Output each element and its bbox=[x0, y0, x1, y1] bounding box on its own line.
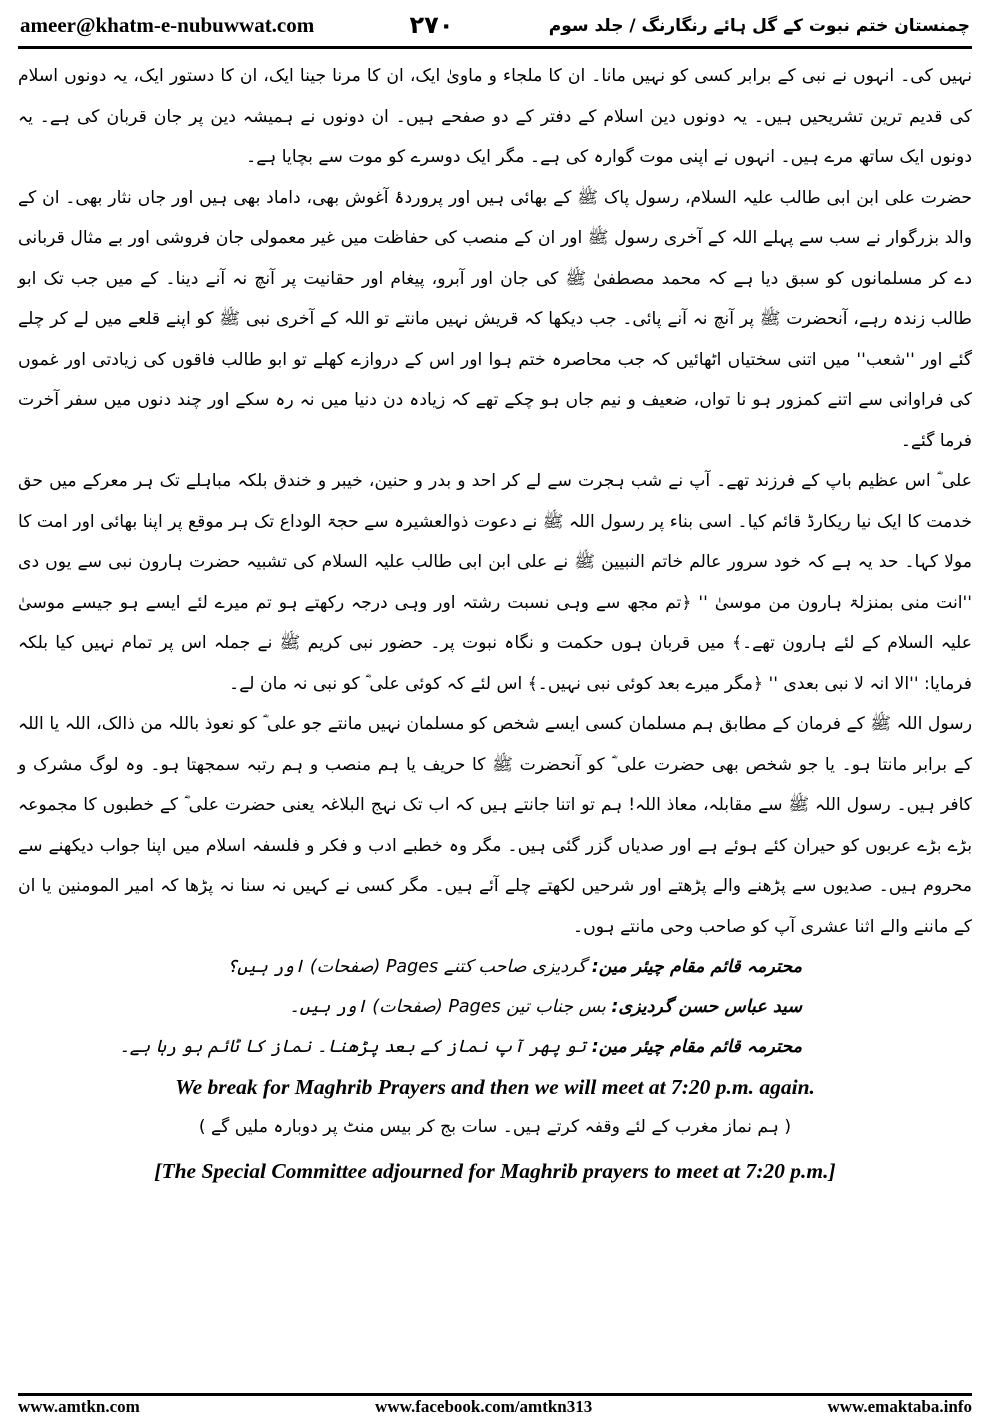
dialogue-text: گردیزی صاحب کتنے Pages (صفحات) اور ہیں؟ bbox=[226, 957, 587, 977]
english-break-note: We break for Maghrib Prayers and then we will meet at 7:20 p.m. again. bbox=[175, 1075, 815, 1099]
dialogue bbox=[18, 947, 972, 1067]
committee-adjourned-note: [The Special Committee adjourned for Maghrib prayers to meet at 7:20 p.m.] bbox=[154, 1159, 836, 1183]
dialogue-line bbox=[18, 1027, 802, 1067]
page-body bbox=[18, 56, 972, 1191]
dialogue-line bbox=[18, 987, 802, 1027]
page-header bbox=[20, 8, 970, 42]
dialogue-speaker: سید عباس حسن گردیزی: bbox=[611, 997, 802, 1017]
urdu-break-note: ( ہم نماز مغرب کے لئے وقفہ کرتے ہیں۔ سات بج کر بیس منٹ پر دوبارہ ملیں گے ) bbox=[198, 1117, 792, 1137]
paragraph-3: علی ؓ اس عظیم باپ کے فرزند تھے۔ آپ نے شب ہجرت سے لے کر احد و بدر و حنین، خیبر و خندق بلکہ مباہلے تک ہر معرکے میں حق خدمت کا ایک نیا ریکارڈ قائم کیا۔ اسی بناء پر رسول اللہ ﷺ نے دعوت ذوالعشیرہ سے حجۃ الوداع تک ہر موقع پر اپنا بھائی اور امت کا مولا کہا۔ حد یہ ہے کہ خود سرور عالم خاتم النبیین ﷺ نے علی ابن ابی طالب علیہ السلام کی تشبیہ حضرت ہارون نبی سے یوں دی ''انت منی بمنزلۃ ہارون من موسیٰ '' ﴿تم مجھ سے وہی نسبت رشتہ اور وہی درجہ رکھتے ہو تم میرے لئے ایسے ہو جیسے موسیٰ علیہ السلام کے لئے ہارون تھے۔﴾ میں قربان ہوں حکمت و نگاہ نبوت پر۔ حضور نبی کریم ﷺ نے جملہ اس پر تمام نہیں کیا بلکہ فرمایا: ''الا انہ لا نبی بعدی '' ﴿مگر میرے بعد کوئی نبی نہیں۔﴾ اس لئے کہ کوئی علی ؓ کو نبی نہ مان لے۔ bbox=[18, 471, 972, 694]
footer-link-left[interactable]: www.amtkn.com bbox=[18, 1397, 140, 1416]
header-rule bbox=[18, 46, 972, 49]
dialogue-speaker: محترمہ قائم مقام چیئر مین: bbox=[591, 957, 802, 977]
footer-link-right[interactable]: www.emaktaba.info bbox=[827, 1397, 972, 1416]
dialogue-line bbox=[18, 947, 802, 987]
dialogue-text: تو پھر آپ نماز کے بعد پڑھنا۔ نماز کا ٹائم ہو رہا ہے۔ bbox=[119, 1037, 587, 1057]
dialogue-speaker: محترمہ قائم مقام چیئر مین: bbox=[591, 1037, 802, 1057]
header-email: ameer@khatm-e-nubuwwat.com bbox=[20, 12, 315, 37]
page-footer bbox=[18, 1396, 972, 1418]
paragraph-4: رسول اللہ ﷺ کے فرمان کے مطابق ہم مسلمان کسی ایسے شخص کو مسلمان نہیں مانتے جو علی ؓ کو نعوذ باللہ من ذالک، اللہ یا اللہ کے برابر مانتا ہو۔ یا جو شخص بھی حضرت علی ؓ کو آنحضرت ﷺ کا حریف یا ہم منصب و ہم رتبہ سمجھتا ہو۔ وہ لوگ مشرک و کافر ہیں۔ رسول اللہ ﷺ سے مقابلہ، معاذ اللہ! ہم تو اتنا جانتے ہیں کہ اب تک نہج البلاغہ یعنی حضرت علی ؓ کے خطبوں کا مجموعہ بڑے بڑے عربوں کو حیران کئے ہوئے ہے اور صدیاں گزر گئی ہیں۔ مگر وہ خطبے ادب و فکر و فلسفہ اسلام میں اپنا جواب دیکھنے سے محروم ہیں۔ صدیوں سے پڑھنے والے پڑھتے اور شرحیں لکھتے چلے آئے ہیں۔ مگر کسی نے کہیں نہ سنا نہ پڑھا کہ امیر المومنین یا ان کے ماننے والے اثنا عشری آپ کو صاحب وحی مانتے ہوں۔ bbox=[18, 714, 972, 937]
book-title: چمنستان ختم نبوت کے گل ہائے رنگارنگ / جلد سوم bbox=[548, 15, 970, 36]
footer-link-center[interactable]: www.facebook.com/amtkn313 bbox=[375, 1397, 593, 1416]
paragraph-2: حضرت علی ابن ابی طالب علیہ السلام، رسول پاک ﷺ کے بھائی ہیں اور پروردۂ آغوش بھی، داماد بھی ہیں اور جاں نثار بھی۔ ان کے والد بزرگوار نے سب سے پہلے اللہ کے آخری رسول ﷺ اور ان کے منصب کی حفاظت میں غیر معمولی جان فروشی اور بے مثال قربانی دے کر مسلمانوں کو سبق دیا ہے کہ محمد مصطفیٰ ﷺ کی جان اور آبرو، پیغام اور حقانیت پر آنچ نہ آنے دینا۔ کے میں جب تک ابو طالب زندہ رہے، آنحضرت ﷺ پر آنچ نہ آنے پائی۔ جب دیکھا کہ قریش نہیں مانتے تو اللہ کے آخری نبی ﷺ کو اپنے قلعے میں لے کر چلے گئے اور ''شعب'' میں اتنی سختیاں اٹھائیں کہ جب محاصرہ ختم ہوا اور اس کے دروازے کھلے تو ابو طالب فاقوں کی زیادتی اور غموں کی فراوانی سے اتنے کمزور ہو نا تواں، ضعیف و نیم جاں ہو چکے تھے کہ زیادہ دن دنیا میں نہ رہ سکے اور چند دنوں میں سفر آخرت فرما گئے۔ bbox=[18, 187, 972, 451]
dialogue-text: بس جناب تین Pages (صفحات) اور ہیں۔ bbox=[289, 997, 606, 1017]
page-number: ۲۷۰ bbox=[409, 11, 454, 39]
paragraph-1: نہیں کی۔ انہوں نے نبی کے برابر کسی کو نہیں مانا۔ ان کا ملجاء و ماویٰ ایک، ان کا مرنا جینا ایک، ان کا دستور ایک، یہ دونوں اسلام کی قدیم ترین تشریحیں ہیں۔ یہ دونوں دین اسلام کے دفتر کے دو صفحے ہیں۔ ان دونوں نے ہمیشہ دین پر جان قربان کی ہے۔ یہ دونوں ایک ساتھ مرے ہیں۔ انہوں نے اپنی موت گوارہ کی ہے۔ مگر ایک دوسرے کو موت سے بچایا ہے۔ bbox=[18, 66, 972, 167]
